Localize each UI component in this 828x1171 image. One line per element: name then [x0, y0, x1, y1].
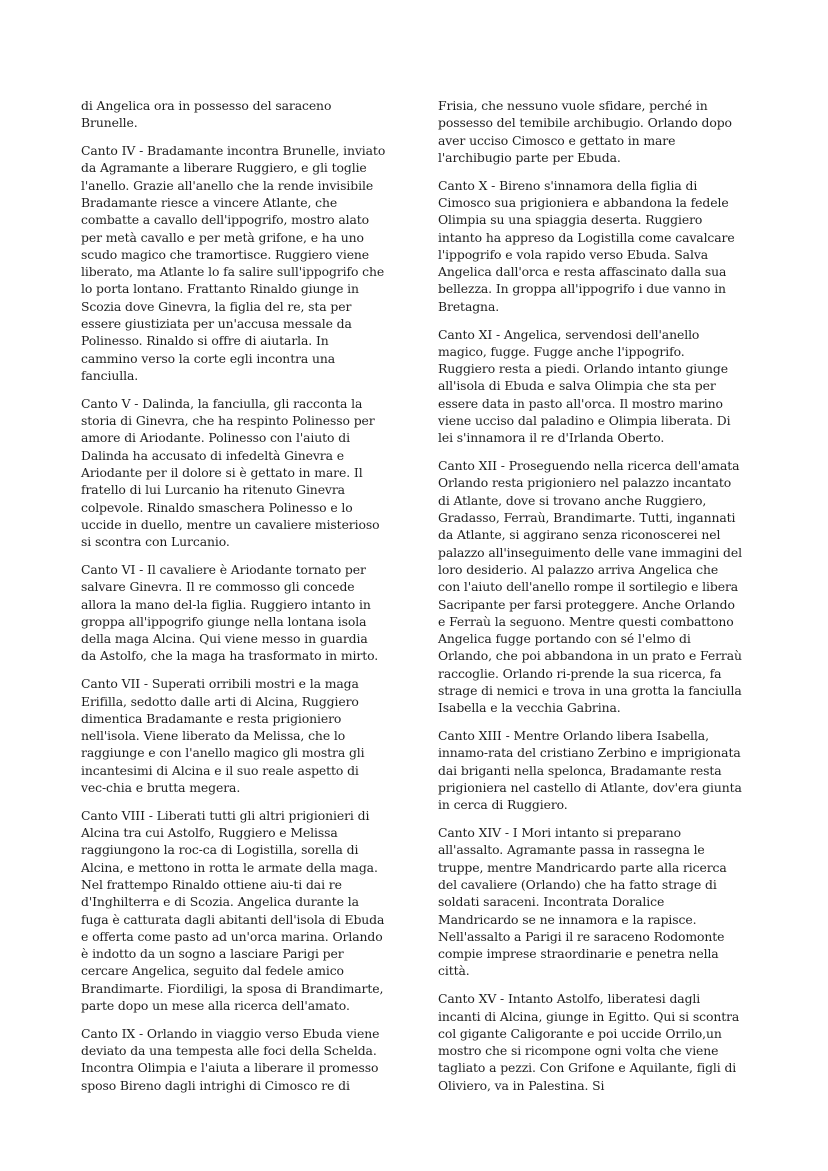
paragraph-canto-xv: Canto XV - Intanto Astolfo, liberatesi dagli incanti di Alcina, giunge in Egitto. Qui si scontra col gigante Caligorante e poi uccide Orrilo,un mostro che si ricompone ogni volta che viene tagliato a pezzi. Con Grifone e Aquilante, figli di Oliviero, va in Palestina. Si — [438, 991, 740, 1093]
paragraph-brunelle-end: di Angelica ora in possesso del saraceno Brunelle. — [81, 98, 332, 131]
paragraph-canto-xi: Canto XI - Angelica, servendosi dell'anello magico, fugge. Fugge anche l'ippogrifo. Ruggiero resta a piedi. Orlando intanto giunge all'isola di Ebuda e salva Olimpia che sta per essere data in pasto all'orca. Il mostro marino viene ucciso dal paladino e Olimpia liberata. Di lei s'innamora il re d'Irlanda Oberto. — [438, 326, 731, 446]
paragraph-canto-iv: Canto IV - Bradamante incontra Brunelle, inviato da Agramante a liberare Ruggiero, e gli toglie l'anello. Grazie all'anello che la rende invisibile Bradamante riesce a vincere Atlante, che combatte a cavallo dell'ippogrifo, mostro alato per metà cavallo e per metà grifone, e ha uno scudo magico che tramortisce. Ruggiero viene liberato, ma Atlante lo fa salire sull'ippogrifo che lo porta lontano. Frattanto Rinaldo giunge in Scozia dove Ginevra, la figlia del re, sta per essere giustiziata per un'accusa messale da Polinesso. Rinaldo si offre di aiutarla. In cammino verso la corte egli incontra una fanciulla. — [81, 143, 386, 383]
paragraph-canto-xiii: Canto XIII - Mentre Orlando libera Isabella, innamo-rata del cristiano Zerbino e imprigionata dai briganti nella spelonca, Bradamante resta prigioniera nel castello di Atlante, dov'era giunta in cerca di Ruggiero. — [438, 728, 742, 813]
paragraph-canto-xii: Canto XII - Proseguendo nella ricerca dell'amata Orlando resta prigioniero nel palazzo incantato di Atlante, dove si trovano anche Ruggiero, Gradasso, Ferraù, Brandimarte. Tutti, ingannati da Atlante, si aggirano senza riconoscerei nel palazzo all'inseguimento delle vane immagini del loro desiderio. Al palazzo arriva Angelica che con l'aiuto dell'anello rompe il sortilegio e libera Sacripante per farsi proteggere. Anche Orlando e Ferraù la seguono. Mentre questi combattono Angelica fugge portando con sé l'elmo di Orlando, che poi abbandona in un prato e Ferraù raccoglie. Orlando ri-prende la sua ricerca, fa strage di nemici e trova in una grotta la fanciulla Isabella e la vecchia Gabrina. — [438, 458, 742, 716]
paragraph-canto-ix: Canto IX - Orlando in viaggio verso Ebuda viene deviato da una tempesta alle foci della Schelda. Incontra Olimpia e l'aiuta a liberare il promesso sposo Bireno dagli intrighi di Cimosco re di — [81, 1025, 380, 1093]
left-column — [81, 97, 386, 1105]
paragraph-canto-vi: Canto VI - Il cavaliere è Ariodante tornato per salvare Ginevra. Il re commosso gli concede allora la mano del-la figlia. Ruggiero intanto in groppa all'ippogrifo giunge nella lontana isola della maga Alcina. Qui viene messo in guardia da Astolfo, che la maga ha trasformato in mirto. — [81, 561, 379, 664]
paragraph-canto-ix-end: Frisia, che nessuno vuole sfidare, perché in possesso del temibile archibugio. Orlando dopo aver ucciso Cimosco e gettato in mare l'archibugio parte per Ebuda. — [438, 98, 732, 165]
paragraph-canto-vii: Canto VII - Superati orribili mostri e la maga Erifilla, sedotto dalle arti di Alcina, Ruggiero dimentica Bradamante e resta prigioniero nell'isola. Viene liberato da Melissa, che lo raggiunge e con l'anello magico gli mostra gli incantesimi di Alcina e il suo reale aspetto di vec-chia e brutta megera. — [81, 676, 365, 795]
paragraph-canto-x: Canto X - Bireno s'innamora della figlia di Cimosco sua prigioniera e abbandona la fedele Olimpia su una spiaggia deserta. Ruggiero intanto ha appreso da Logistilla come cavalcare l'ippogrifo e vola rapido verso Ebuda. Salva Angelica dall'orca e resta affascinato dalla sua bellezza. In groppa all'ippogrifo i due vanno in Bretagna. — [438, 177, 735, 314]
paragraph-canto-viii: Canto VIII - Liberati tutti gli altri prigionieri di Alcina tra cui Astolfo, Ruggiero e Melissa raggiungono la roc-ca di Logistilla, sorella di Alcina, e mettono in rotta le armate della maga. Nel frattempo Rinaldo ottiene aiu-ti dai re d'Inghilterra e di Scozia. Angelica durante la fuga è catturata dagli abitanti dell'isola di Ebuda e offerta come pasto ad un'orca marina. Orlando è indotto da un sogno a lasciare Parigi per cercare Angelica, seguito dal fedele amico Brandimarte. Fiordiligi, la sposa di Brandimarte, parte dopo un mese alla ricerca dell'amato. — [81, 807, 385, 1014]
paragraph-canto-v: Canto V - Dalinda, la fanciulla, gli racconta la storia di Ginevra, che ha respinto Polinesso per amore di Ariodante. Polinesso con l'aiuto di Dalinda ha accusato di infedeltà Ginevra e Ariodante per il dolore si è gettato in mare. Il fratello di lui Lurcanio ha ritenuto Ginevra colpevole. Rinaldo smaschera Polinesso e lo uccide in duello, mentre un cavaliere misterioso si scontra con Lurcanio. — [81, 395, 380, 550]
right-column — [438, 97, 743, 1105]
paragraph-canto-xiv: Canto XIV - I Mori intanto si preparano all'assalto. Agramante passa in rassegna le truppe, mentre Mandricardo parte alla ricerca del cavaliere (Orlando) che ha fatto strage di soldati saraceni. Incontrata Doralice Mandricardo se ne innamora e la rapisce. Nell'assalto a Parigi il re saraceno Rodomonte compie imprese straordinarie e penetra nella città. — [438, 825, 727, 979]
